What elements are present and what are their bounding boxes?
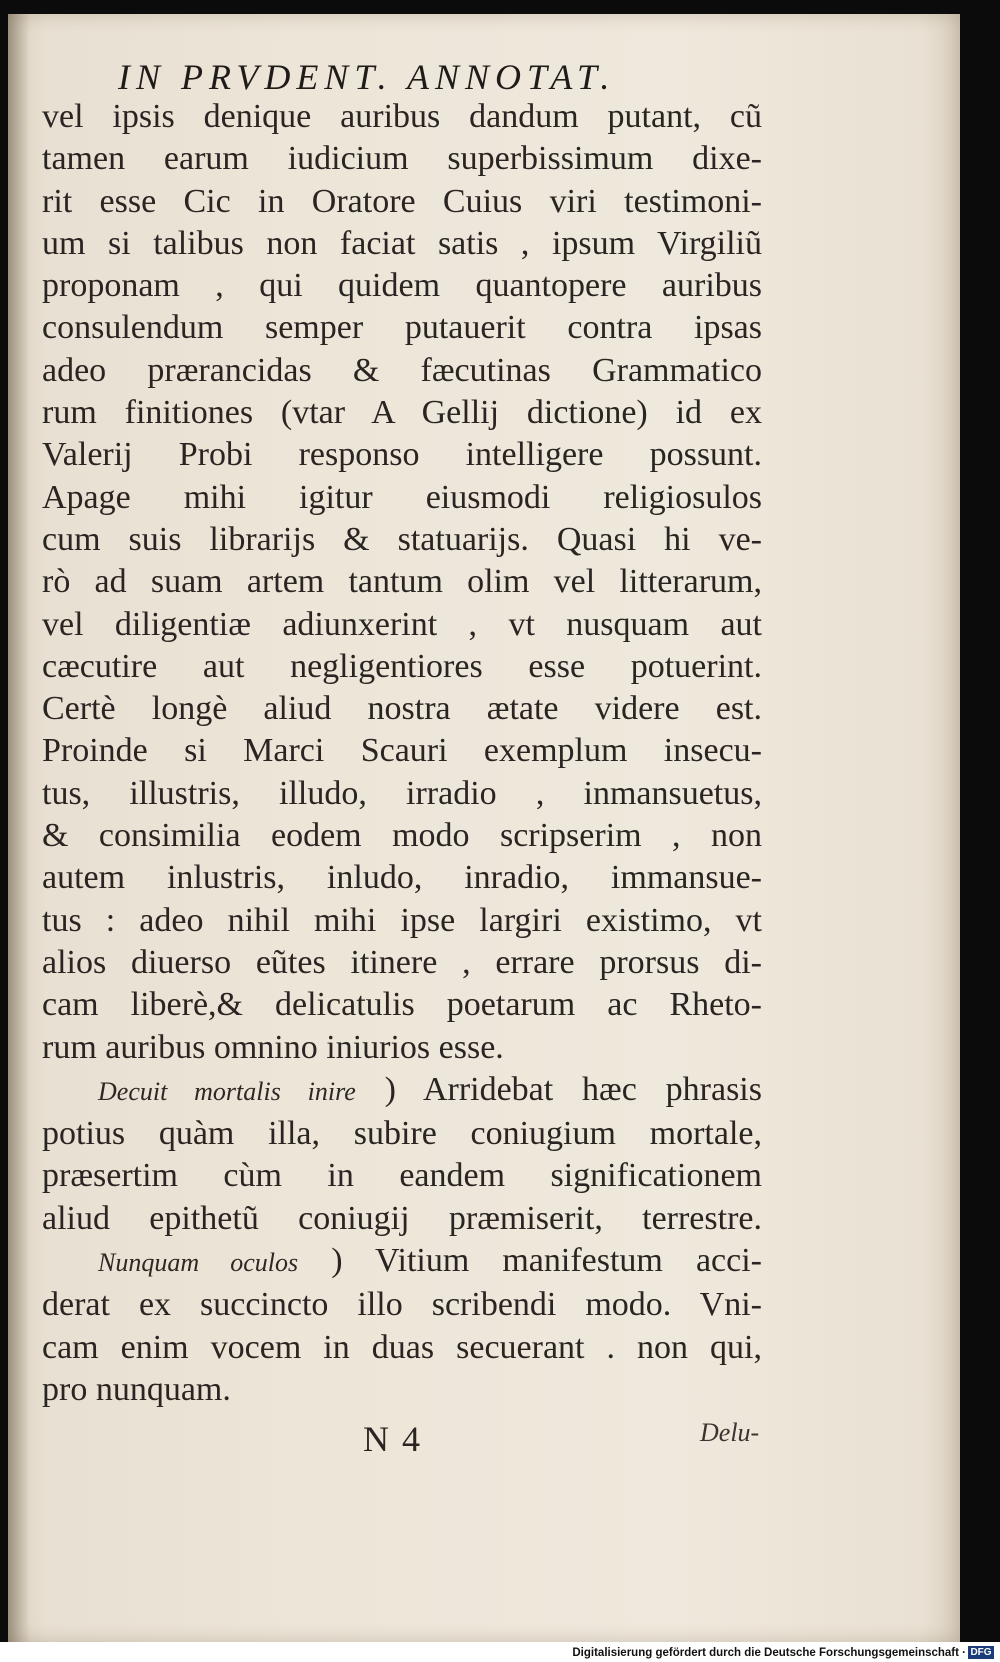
text-line: Proinde si Marci Scauri exemplum insecu- <box>42 732 762 770</box>
text-line: derat ex succincto illo scribendi modo. Vni- <box>42 1286 762 1324</box>
text-line: proponam , qui quidem quantopere auribus <box>42 267 762 305</box>
text-line: Certè longè aliud nostra ætate videre est. <box>42 690 762 728</box>
lemma: Nunquam oculos <box>98 1248 299 1278</box>
text-line: rit esse Cic in Oratore Cuius viri testimoni- <box>42 182 762 220</box>
text-line: & consimilia eodem modo scripserim , non <box>42 817 762 855</box>
text-line: Apage mihi igitur eiusmodi religiosulos <box>42 478 762 516</box>
text-line: tus, illustris, illudo, irradio , inmansuetus, <box>42 774 762 812</box>
text-line: cam enim vocem in duas secuerant . non qui, <box>42 1328 762 1366</box>
annotation-text: ) Arridebat hæc phrasis <box>384 1070 762 1108</box>
text-line: autem inlustris, inludo, inradio, immansue- <box>42 859 762 897</box>
dfg-logo: DFG <box>968 1646 994 1659</box>
catchword: Delu- <box>700 1418 760 1447</box>
main-text <box>42 96 762 1411</box>
text-line: consulendum semper putauerit contra ipsas <box>42 309 762 347</box>
text-line: potius quàm illa, subire coniugium mortale, <box>42 1115 762 1153</box>
text-line: rò ad suam artem tantum olim vel litterarum, <box>42 563 762 601</box>
text-line: vel ipsis denique auribus dandum putant, cũ <box>42 98 762 135</box>
text-line: cæcutire aut negligentiores esse potuerint. <box>42 647 762 685</box>
text-line: rum finitiones (vtar A Gellij dictione) id ex <box>42 394 762 432</box>
text-line: præsertim cùm in eandem significationem <box>42 1157 762 1195</box>
annotation-first-line <box>42 1240 762 1284</box>
text-line: cum suis librarijs & statuarijs. Quasi hi ve- <box>42 520 762 558</box>
text-line: Valerij Probi responso intelligere possunt. <box>42 436 762 474</box>
gutter-shadow <box>8 14 30 1642</box>
footer-bar <box>0 1642 1000 1662</box>
text-line: tamen earum iudicium superbissimum dixe- <box>42 140 762 178</box>
book-page <box>8 14 960 1642</box>
text-line: alios diuerso eũtes itinere , errare prorsus di- <box>42 943 762 981</box>
lemma: Decuit mortalis inire <box>98 1076 356 1106</box>
signature-mark: N 4 <box>363 1419 422 1459</box>
text-line: pro nunquam. <box>42 1370 231 1408</box>
digitization-credit: Digitalisierung gefördert durch die Deutsche Forschungsgemeinschaft · <box>572 1647 966 1659</box>
text-line: rum auribus omnino iniurios esse. <box>42 1028 504 1066</box>
text-line: um si talibus non faciat satis , ipsum Virgiliũ <box>42 224 762 262</box>
annotation-text: ) Vitium manifestum acci- <box>331 1242 763 1280</box>
text-line: tus : adeo nihil mihi ipse largiri existimo, vt <box>42 901 762 939</box>
annotation-first-line <box>42 1069 762 1113</box>
text-line: cam liberè,& delicatulis poetarum ac Rheto- <box>42 986 762 1024</box>
text-line: adeo prærancidas & fæcutinas Grammatico <box>42 351 762 389</box>
text-line: vel diligentiæ adiunxerint , vt nusquam aut <box>42 605 762 643</box>
text-line: aliud epithetũ coniugij præmiserit, terrestre. <box>42 1199 762 1237</box>
running-head: IN PRVDENT. ANNOTAT. <box>118 57 616 97</box>
